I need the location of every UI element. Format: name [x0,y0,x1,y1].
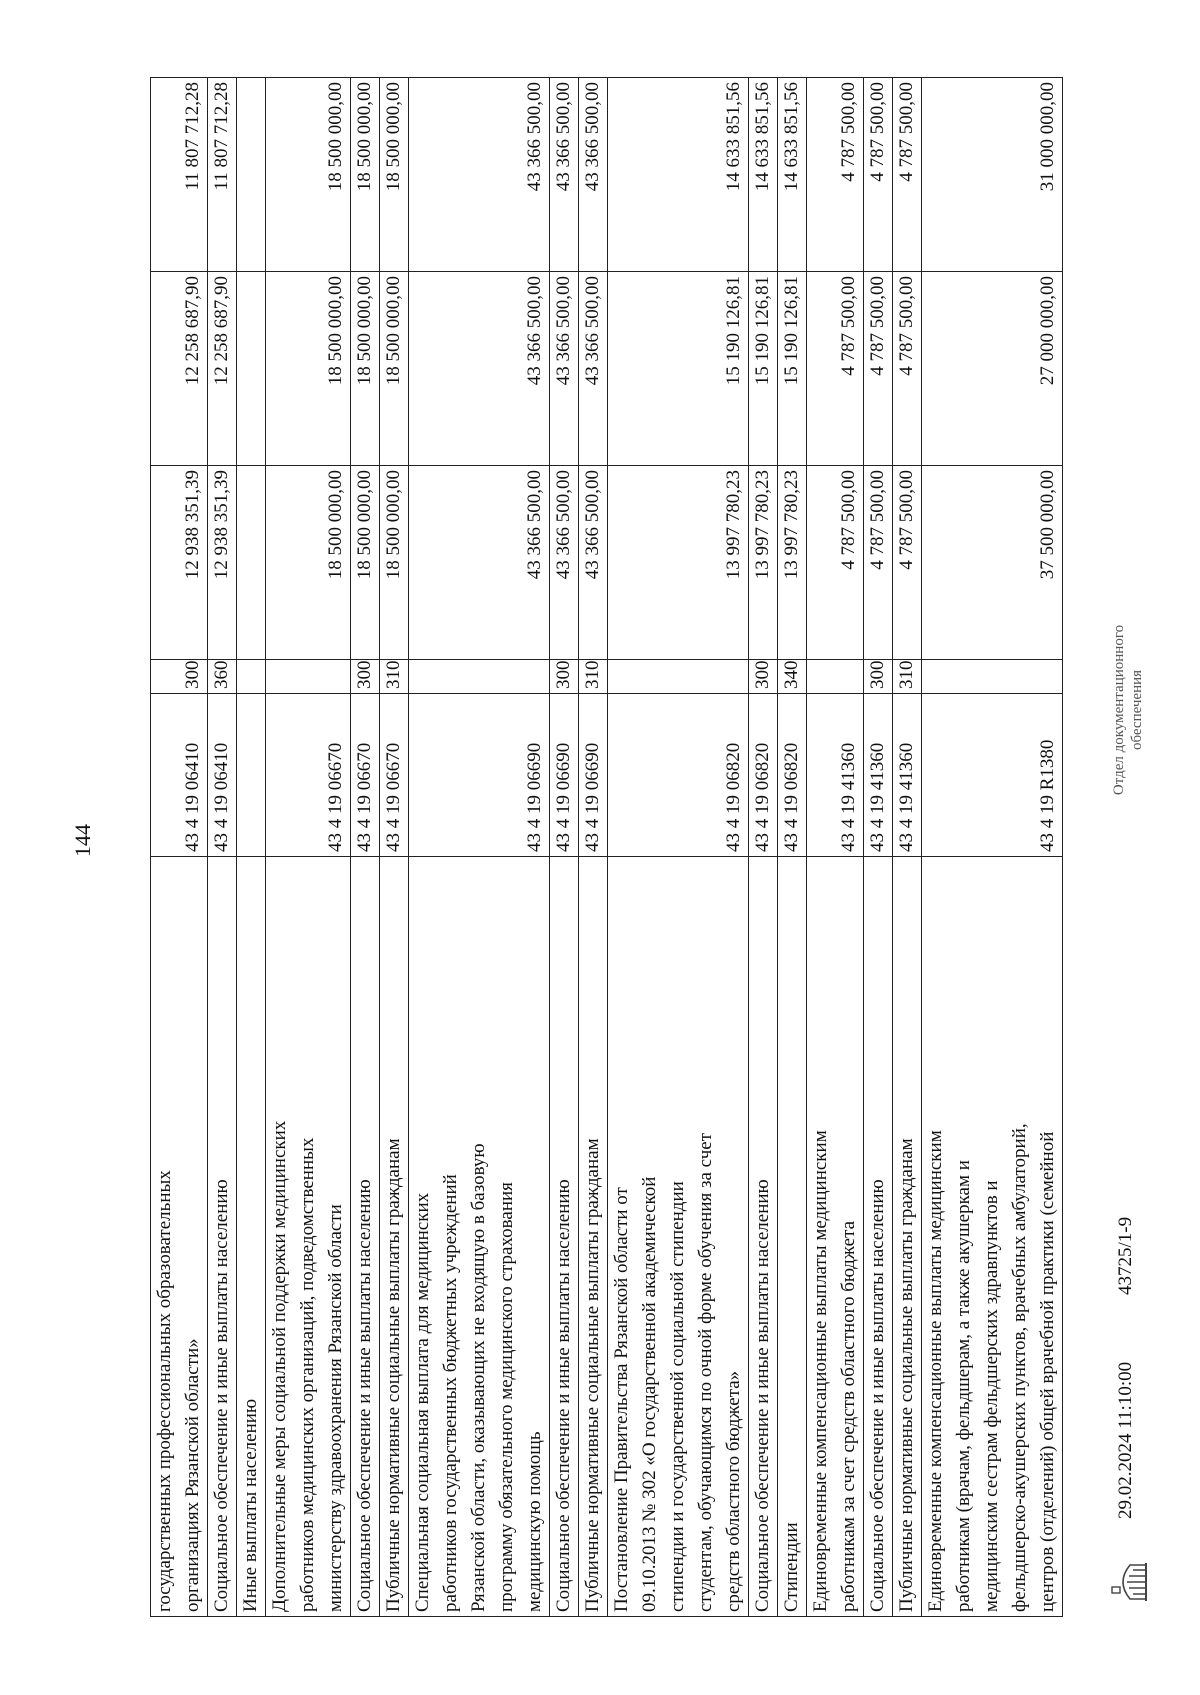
row-name-line: работников медицинских организаций, подведомственных [297,1137,318,1612]
row-name-line: Публичные нормативные социальные выплаты гражданам [582,1138,603,1612]
row-name-line: Социальное обеспечение и иные выплаты населению [752,1179,773,1612]
row-name-cell [151,857,208,1617]
amount-year-3: 18 500 000,00 [380,78,409,272]
row-name-line: медицинскую помощь [524,1431,545,1612]
amount-year-1: 13 997 780,23 [778,466,807,660]
amount-year-2: 18 500 000,00 [266,272,351,466]
amount-year-2: 15 190 126,81 [608,272,749,466]
table-row [266,78,351,1617]
expense-type-code: 300 [151,660,208,694]
row-name-line: программу обязательного медицинского страхования [496,1182,517,1612]
amount-year-2: 12 258 687,90 [151,272,208,466]
expense-type-code: 300 [550,660,579,694]
amount-year-3: 31 000 000,00 [922,78,1063,272]
page-number: 144 [70,824,95,857]
expense-type-code [922,660,1063,694]
amount-year-3: 4 787 500,00 [893,78,922,272]
row-name-line: Рязанской области, оказывающих не входящую в базовую [468,1143,489,1612]
row-name-line: Постановление Правительства Рязанской области от [611,1187,632,1612]
footer-datetime: 29.02.2024 11:10:00 [1115,1361,1136,1519]
amount-year-1: 18 500 000,00 [380,466,409,660]
table-row [807,78,864,1617]
amount-year-2: 15 190 126,81 [749,272,778,466]
budget-table-body [151,78,1063,1617]
budget-table [150,77,1063,1617]
table-row [579,78,608,1617]
row-name-line: Социальное обеспечение и иные выплаты населению [867,1179,888,1612]
row-name-cell [380,857,409,1617]
amount-year-2: 4 787 500,00 [864,272,893,466]
row-name-line: 09.10.2013 № 302 «О государственной академической [639,1176,660,1612]
stamp-line-2: обеспечения [1129,669,1145,751]
expense-type-code [807,660,864,694]
table-row [151,78,208,1617]
row-name-line: Социальное обеспечение и иные выплаты населению [354,1179,375,1612]
row-name-line: Специальная социальная выплата для медицинских [412,1192,433,1612]
amount-year-2: 43 366 500,00 [550,272,579,466]
amount-year-2: 4 787 500,00 [893,272,922,466]
row-name-line: организациях Рязанской области» [182,1338,203,1612]
table-row [893,78,922,1617]
amount-year-2: 12 258 687,90 [208,272,237,466]
amount-year-3: 11 807 712,28 [208,78,237,272]
amount-year-1: 37 500 000,00 [922,466,1063,660]
expense-type-code [409,660,550,694]
target-article-code: 43 4 19 06670 [266,694,351,857]
expense-type-code: 360 [208,660,237,694]
target-article-code: 43 4 19 06820 [608,694,749,857]
expense-type-code: 310 [380,660,409,694]
amount-year-1: 18 500 000,00 [351,466,380,660]
row-name-cell [351,857,380,1617]
amount-year-3 [237,78,266,272]
amount-year-3: 18 500 000,00 [266,78,351,272]
row-name-cell [807,857,864,1617]
row-name-line: работникам (врачам, фельдшерам, а также акушеркам и [953,1160,974,1612]
amount-year-3: 4 787 500,00 [807,78,864,272]
table-row [208,78,237,1617]
row-name-line: государственных профессиональных образовательных [154,1170,175,1612]
target-article-code: 43 4 19 06670 [351,694,380,857]
target-article-code: 43 4 19 R1380 [922,694,1063,857]
amount-year-3: 43 366 500,00 [579,78,608,272]
row-name-cell [864,857,893,1617]
amount-year-1: 43 366 500,00 [409,466,550,660]
amount-year-2: 15 190 126,81 [778,272,807,466]
amount-year-3: 4 787 500,00 [864,78,893,272]
row-name-cell [608,857,749,1617]
expense-type-code: 340 [778,660,807,694]
amount-year-1: 12 938 351,39 [208,466,237,660]
expense-type-code [608,660,749,694]
target-article-code: 43 4 19 06410 [208,694,237,857]
amount-year-1: 4 787 500,00 [864,466,893,660]
row-name-line: фельдшерско-акушерских пунктов, врачебных амбулаторий, [1009,1123,1030,1612]
amount-year-3: 18 500 000,00 [351,78,380,272]
table-row [351,78,380,1617]
row-name-line: работникам за счет средств областного бюджета [838,1220,859,1612]
amount-year-1: 12 938 351,39 [151,466,208,660]
target-article-code: 43 4 19 06820 [749,694,778,857]
row-name-line: Стипендии [781,1522,802,1612]
row-name-cell [409,857,550,1617]
row-name-cell [237,857,266,1617]
target-article-code: 43 4 19 41360 [893,694,922,857]
row-name-line: Социальное обеспечение и иные выплаты населению [211,1179,232,1612]
table-row [749,78,778,1617]
amount-year-1: 4 787 500,00 [807,466,864,660]
row-name-cell [922,857,1063,1617]
row-name-cell [893,857,922,1617]
row-name-cell [208,857,237,1617]
expense-type-code [266,660,351,694]
row-name-cell [550,857,579,1617]
amount-year-2: 4 787 500,00 [807,272,864,466]
table-row [550,78,579,1617]
amount-year-3: 14 633 851,56 [749,78,778,272]
footer-doc-number: 43725/1-9 [1115,1216,1136,1295]
table-row [608,78,749,1617]
target-article-code [237,694,266,857]
row-name-line: Социальное обеспечение и иные выплаты населению [553,1179,574,1612]
expense-type-code: 300 [749,660,778,694]
row-name-cell [778,857,807,1617]
amount-year-1: 13 997 780,23 [608,466,749,660]
amount-year-1 [237,466,266,660]
emblem-icon [1108,1561,1150,1603]
row-name-cell [749,857,778,1617]
amount-year-3: 14 633 851,56 [778,78,807,272]
amount-year-1: 13 997 780,23 [749,466,778,660]
table-row [922,78,1063,1617]
table-row [409,78,550,1617]
row-name-line: центров (отделений) общей врачебной практики (семейной [1037,1131,1058,1612]
amount-year-2 [237,272,266,466]
department-stamp [1110,615,1146,805]
expense-type-code: 310 [893,660,922,694]
expense-type-code: 300 [351,660,380,694]
row-name-line: работников государственных бюджетных учреждений [440,1174,461,1612]
row-name-line: средств областного бюджета» [723,1370,744,1612]
row-name-line: министерству здравоохранения Рязанской области [325,1204,346,1612]
target-article-code: 43 4 19 06690 [579,694,608,857]
amount-year-3: 14 633 851,56 [608,78,749,272]
expense-type-code [237,660,266,694]
stamp-line-1: Отдел документационного [1111,624,1127,796]
row-name-cell [579,857,608,1617]
target-article-code: 43 4 19 06410 [151,694,208,857]
expense-type-code: 310 [579,660,608,694]
amount-year-1: 43 366 500,00 [550,466,579,660]
target-article-code: 43 4 19 41360 [807,694,864,857]
amount-year-1: 4 787 500,00 [893,466,922,660]
amount-year-3: 11 807 712,28 [151,78,208,272]
target-article-code: 43 4 19 06820 [778,694,807,857]
table-row [864,78,893,1617]
expense-type-code: 300 [864,660,893,694]
table-row [237,78,266,1617]
amount-year-1: 43 366 500,00 [579,466,608,660]
table-row [380,78,409,1617]
amount-year-2: 43 366 500,00 [579,272,608,466]
target-article-code: 43 4 19 06690 [550,694,579,857]
row-name-line: студентам, обучающимся по очной форме обучения за счет [695,1132,716,1612]
row-name-line: Дополнительные меры социальной поддержки медицинских [269,1120,290,1612]
row-name-line: медицинским сестрам фельдшерских здравпунктов и [981,1180,1002,1612]
row-name-line: Единовременные компенсационные выплаты медицинским [925,1130,946,1612]
amount-year-2: 18 500 000,00 [351,272,380,466]
row-name-line: Иные выплаты населению [240,1398,261,1612]
target-article-code: 43 4 19 06670 [380,694,409,857]
row-name-line: стипендии и государственной социальной стипендии [667,1181,688,1612]
amount-year-3: 43 366 500,00 [409,78,550,272]
amount-year-2: 43 366 500,00 [409,272,550,466]
amount-year-1: 18 500 000,00 [266,466,351,660]
row-name-line: Публичные нормативные социальные выплаты гражданам [896,1138,917,1612]
row-name-line: Публичные нормативные социальные выплаты гражданам [383,1138,404,1612]
amount-year-3: 43 366 500,00 [550,78,579,272]
amount-year-2: 27 000 000,00 [922,272,1063,466]
row-name-cell [266,857,351,1617]
target-article-code: 43 4 19 41360 [864,694,893,857]
target-article-code: 43 4 19 06690 [409,694,550,857]
amount-year-2: 18 500 000,00 [380,272,409,466]
row-name-line: Единовременные компенсационные выплаты медицинским [810,1130,831,1612]
table-row [778,78,807,1617]
